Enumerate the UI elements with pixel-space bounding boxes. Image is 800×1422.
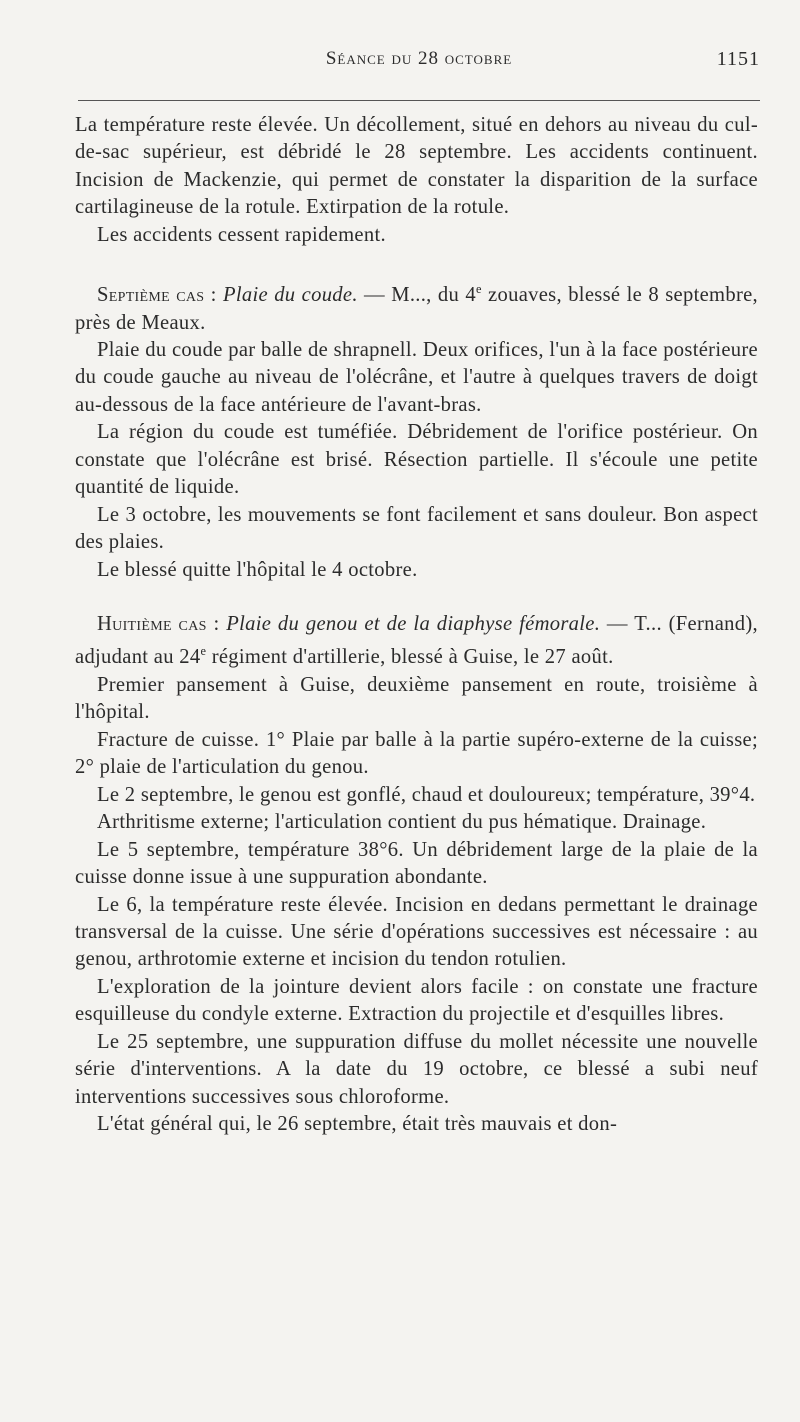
running-title-part1: Séance du [325, 48, 413, 69]
paragraph: Le blessé quitte l'hôpital le 4 octobre. [97, 558, 418, 581]
paragraph: La température reste élevée. Un décollement, situé en dehors au niveau du cul-de-sac supérieur, est débridé le 28 septembre. Les accidents continuent. Incision de Mackenzie, qui permet de constater la disparition de la surface cartilagineuse de la rotule. Extirpation de la rotule. [75, 114, 758, 219]
paragraph: Le 6, la température reste élevée. Incision en dedans permettant le drainage transversal de la cuisse. Une série d'opérations successives est nécessaire : au genou, arthrotomie externe et incision du tendon rotulien. [75, 893, 758, 971]
paragraph: Arthritisme externe; l'articulation contient du pus hématique. Drainage. [97, 811, 707, 834]
page-number: 1151 [716, 48, 760, 70]
case-heading-8 [75, 611, 758, 672]
case-separator: : [204, 284, 223, 307]
case-title: Plaie du coude. [222, 284, 358, 307]
case-label: Huitième cas [97, 613, 207, 636]
running-head [78, 48, 760, 76]
text-body [75, 112, 758, 1139]
case-heading-7 [75, 276, 758, 337]
paragraph: La région du coude est tuméfiée. Débridement de l'orifice postérieur. On constate que l'olécrâne est brisé. Résection partielle. Il s'écoule une petite quantité de liquide. [75, 421, 758, 499]
header-rule [78, 100, 760, 101]
paragraph: L'exploration de la jointure devient alors facile : on constate une fracture esquilleuse du condyle externe. Extraction du projectile et d'esquilles libres. [75, 975, 758, 1026]
case-title: Plaie du genou et de la diaphyse fémorale. [226, 613, 601, 636]
paragraph: Le 3 octobre, les mouvements se font facilement et sans douleur. Bon aspect des plaies. [75, 503, 758, 554]
case-description: — T... (Fernand), adjudant au 24e régiment d'artillerie, blessé à Guise, le 27 août. [75, 613, 758, 669]
paragraph: Plaie du coude par balle de shrapnell. Deux orifices, l'un à la face postérieure du coude gauche au niveau de l'olécrâne, et l'autre à quelques travers de doigt au-dessous de la face antérieure de l'avant-bras. [75, 339, 758, 416]
paragraph: Le 5 septembre, température 38°6. Un débridement large de la plaie de la cuisse donne issue à une suppuration abondante. [75, 838, 758, 889]
paragraph: Premier pansement à Guise, deuxième pansement en route, troisième à l'hôpital. [75, 673, 758, 724]
paragraph: Fracture de cuisse. 1° Plaie par balle à la partie supéro-externe de la cuisse; 2° plaie de l'articulation du genou. [75, 728, 758, 779]
paragraph: Les accidents cessent rapidement. [97, 223, 386, 246]
paragraph: L'état général qui, le 26 septembre, était très mauvais et don- [97, 1113, 618, 1136]
paragraph: Le 2 septembre, le genou est gonflé, chaud et douloureux; température, 39°4. [97, 783, 756, 806]
running-title-date: 28 [418, 48, 439, 69]
running-title [78, 48, 760, 70]
case-description: — M..., du 4e zouaves, blessé le 8 septembre, près de Meaux. [75, 282, 758, 334]
running-title-part2: octobre [444, 48, 513, 69]
paragraph: Le 25 septembre, une suppuration diffuse du mollet nécessite une nouvelle série d'interventions. A la date du 19 octobre, ce blessé a subi neuf interventions successives sous chloroforme. [75, 1030, 758, 1108]
case-label: Septième cas [97, 284, 205, 307]
case-separator: : [206, 613, 227, 636]
